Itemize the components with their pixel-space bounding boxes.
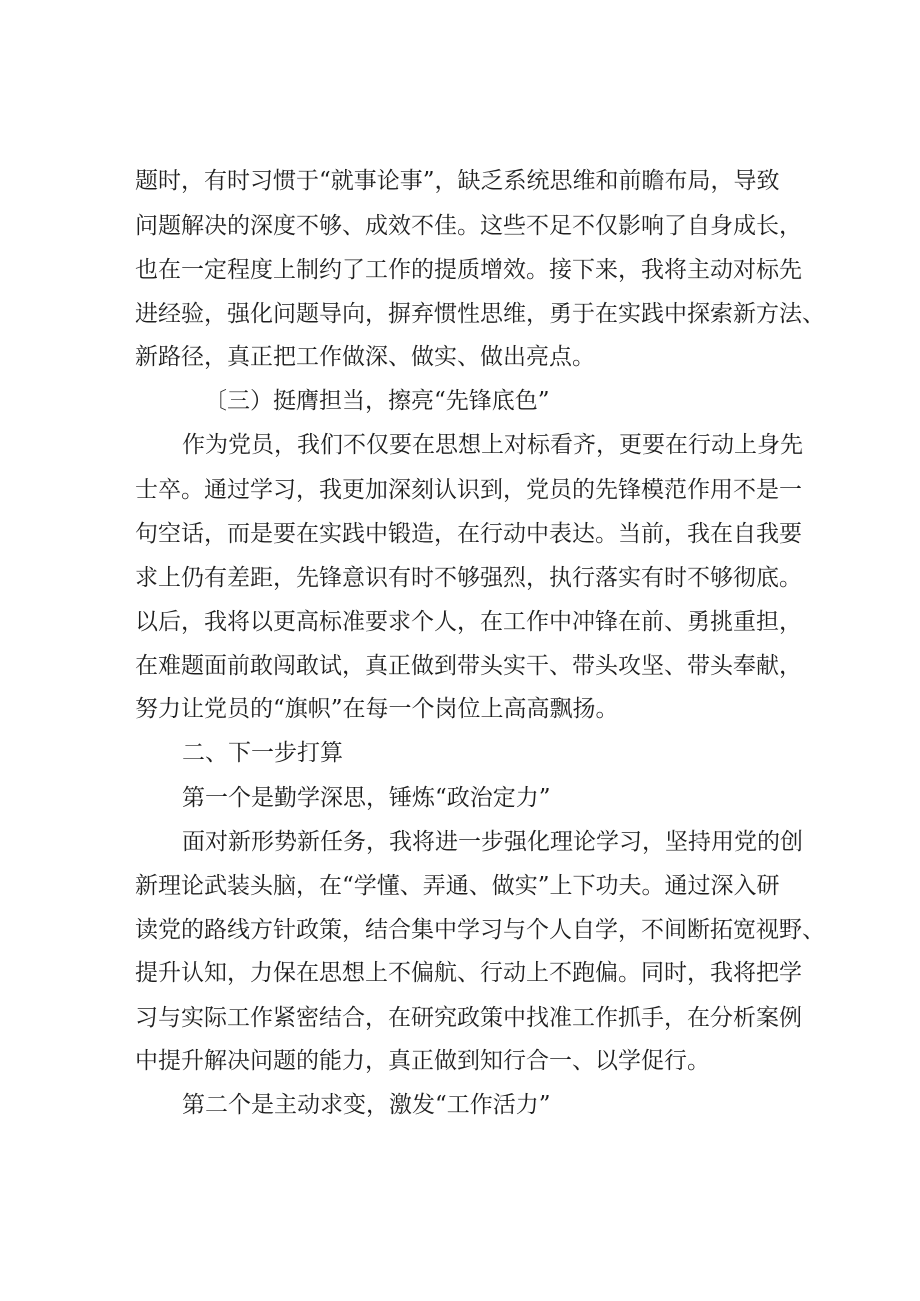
body-text-line: 题时，有时习惯于“就事论事”，缺乏系统思维和前瞻布局，导致 (135, 168, 780, 194)
subheading-1: 第一个是勤学深思，锤炼“政治定力” (182, 785, 551, 811)
body-text-line: 也在一定程度上制约了工作的提质增效。接下来，我将主动对标先 (135, 257, 802, 283)
body-text-line: 习与实际工作紧密结合，在研究政策中找准工作抓手，在分析案例 (135, 1005, 802, 1031)
body-text-line: 句空话，而是要在实践中锻造，在行动中表达。当前，我在自我要 (135, 521, 802, 547)
body-text-line: 新路径，真正把工作做深、做实、做出亮点。 (135, 344, 595, 370)
body-text-line: 以后，我将以更高标准要求个人，在工作中冲锋在前、勇挑重担， (135, 609, 802, 635)
body-text-line: 新理论武装头脑，在“学懂、弄通、做实”上下功夫。通过深入研 (135, 873, 780, 899)
body-text-line: 提升认知，力保在思想上不偏航、行动上不跑偏。同时，我将把学 (135, 960, 802, 986)
subheading-2: 第二个是主动求变，激发“工作活力” (182, 1092, 551, 1118)
section-heading: 二、下一步打算 (182, 740, 343, 766)
body-text-line: 面对新形势新任务，我将进一步强化理论学习，坚持用党的创 (182, 829, 803, 855)
subsection-heading-3: 〔三）挺膺担当，擦亮“先锋底色” (204, 388, 550, 414)
body-text-line: 在难题面前敢闯敢试，真正做到带头实干、带头攻坚、带头奉献， (135, 653, 802, 679)
body-text-line: 进经验，强化问题导向，摒弃惯性思维，勇于在实践中探索新方法、 (135, 301, 825, 327)
body-text-line: 求上仍有差距，先锋意识有时不够强烈，执行落实有时不够彻底。 (135, 565, 802, 591)
body-text-line: 中提升解决问题的能力，真正做到知行合一、以学促行。 (135, 1048, 710, 1074)
body-text-line: 问题解决的深度不够、成效不佳。这些不足不仅影响了自身成长， (135, 213, 802, 239)
body-text-line: 读党的路线方针政策，结合集中学习与个人自学，不间断拓宽视野、 (135, 917, 825, 943)
body-text-line: 作为党员，我们不仅要在思想上对标看齐，更要在行动上身先 (182, 432, 803, 458)
body-text-line: 士卒。通过学习，我更加深刻认识到，党员的先锋模范作用不是一 (135, 477, 802, 503)
body-text-line: 努力让党员的“旗帜”在每一个岗位上高高飘扬。 (135, 696, 619, 722)
